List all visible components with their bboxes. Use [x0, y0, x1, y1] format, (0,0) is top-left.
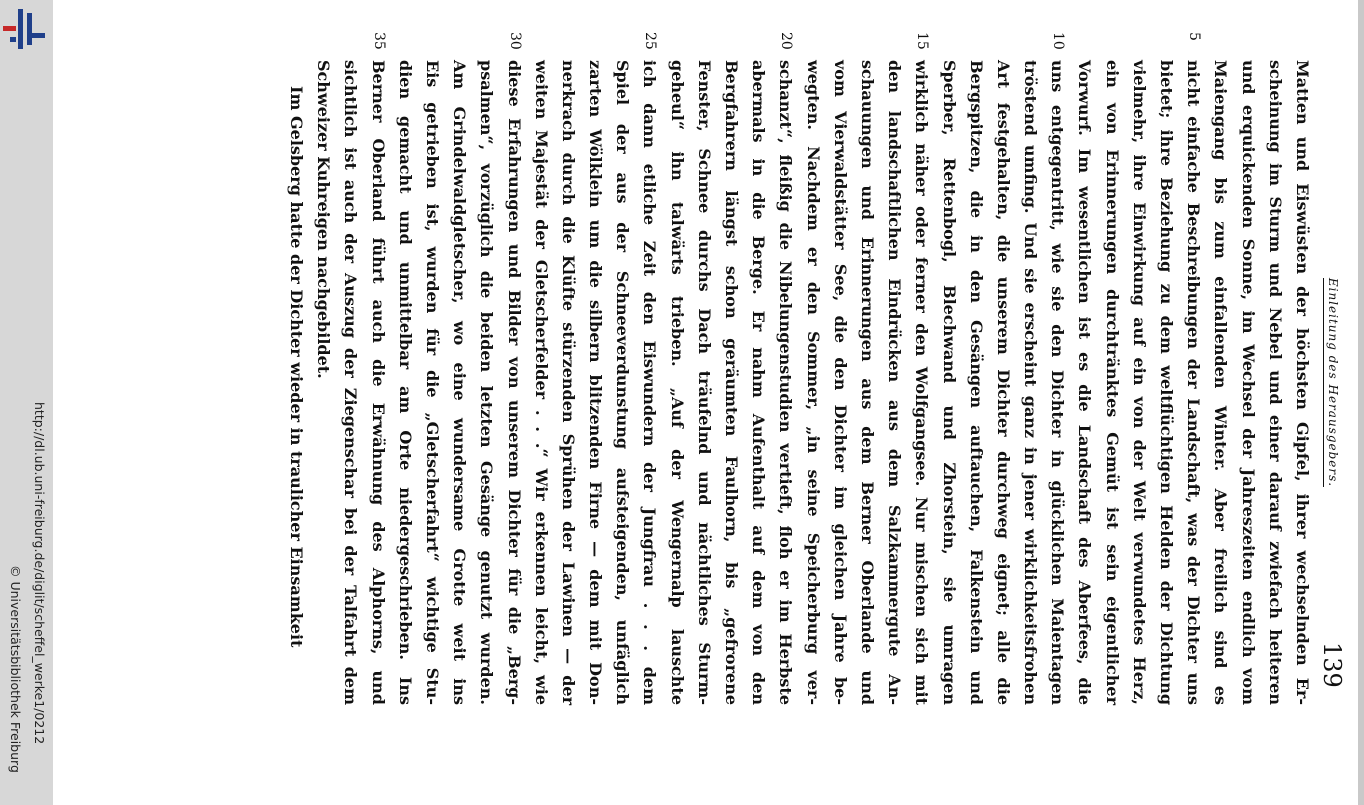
line-text: zarten Wölklein um die silbern blitzenden Firne — dem mit Don- — [586, 60, 606, 705]
scroll-edge[interactable] — [1358, 0, 1364, 805]
scanned-page — [53, 0, 1358, 805]
line-text: abermals in die Berge. Er nahm Aufenthalt auf dem von den — [749, 60, 769, 705]
rotated-page-content — [266, 32, 1356, 705]
page-number: 139 — [1318, 642, 1346, 688]
text-line — [1017, 60, 1044, 705]
text-line — [854, 60, 881, 705]
text-line — [963, 60, 990, 705]
text-line — [528, 60, 555, 705]
text-line — [1153, 60, 1180, 705]
line-text: Am Grindelwaldgletscher, wo eine wundersame Grotte weit ins — [450, 60, 470, 705]
text-line — [772, 32, 799, 705]
line-text: dien gemacht und unmittelbar am Orte niedergeschrieben. Ins — [395, 60, 415, 705]
line-text: wirklich näher oder ferner den Wolfgangsee. Nur mischen sich mit — [912, 60, 932, 705]
text-line — [1207, 60, 1234, 705]
viewer-sidebar — [0, 0, 53, 805]
text-line — [718, 60, 745, 705]
text-line — [609, 60, 636, 705]
line-text: geheul“ ihn talwärts trieben. „Auf der Wengernalp lauschte — [667, 60, 687, 705]
text-line — [392, 60, 419, 705]
line-text: vom Vierwaldstätter See, die den Dichter im gleichen Jahre be- — [830, 60, 850, 705]
line-text: ich dann etliche Zeit den Eiswundern der Jungfrau . . . dem — [640, 60, 660, 705]
line-text: Bergfahrern längst schon geräumten Faulhorn, bis „gefrorene — [722, 60, 742, 705]
running-head-text: Einleitung des Herausgebers. — [1323, 278, 1340, 487]
line-text: Spiel der aus der Schneeverdunstung aufsteigenden, unfäglich — [613, 60, 633, 705]
line-text: Eis getrieben ist, wurden für die „Gletscherfahrt“ wichtige Stu- — [423, 60, 442, 705]
text-line — [283, 60, 310, 705]
line-text: schauungen und Erinnerungen aus dem Berner Oberlande und — [858, 60, 877, 705]
line-text: weiten Majestät der Gletscherfelder . . .“ Wir erkennen leicht, wie — [531, 60, 551, 705]
line-text: ein von Erinnerungen durchtränktes Gemüt ist sein eigentlicher — [1102, 60, 1122, 705]
line-number: 20 — [778, 32, 795, 50]
text-line — [1126, 60, 1153, 705]
line-text: Vorwurf. Im wesentlichen ist es die Landschaft des Aberfees, die — [1075, 60, 1095, 705]
text-line — [500, 32, 527, 705]
line-number: 25 — [642, 32, 659, 50]
line-text: Maiengang bis zum einfallenden Winter. Aber freilich sind es — [1211, 60, 1231, 705]
line-text: schanzt“, fleißig die Nibelungenstudien vertieft, floh er im Herbste — [776, 60, 796, 705]
text-line — [799, 60, 826, 705]
text-line — [1044, 32, 1071, 705]
text-line — [419, 60, 446, 705]
line-text: Matten und Eiswüsten der höchsten Gipfel, ihrer wechselnden Er- — [1293, 60, 1312, 705]
line-number: 30 — [506, 32, 523, 50]
text-line — [555, 60, 582, 705]
line-text: vielmehr, ihre Einwirkung auf ein von der Welt verwundetes Herz, — [1129, 60, 1149, 705]
line-text: psalmen“, vorzüglich die beiden letzten Gesänge genutzt wurden. — [477, 60, 497, 705]
line-number: 5 — [1186, 32, 1203, 41]
text-line — [691, 60, 718, 705]
line-text: wegten. Nachdem er den Sommer, „in seine Speicherburg ver- — [803, 60, 823, 705]
text-line — [1071, 60, 1098, 705]
text-line — [827, 60, 854, 705]
line-text: scheinung im Sturm und Nebel und einer darauf zwiefach heiteren — [1265, 60, 1285, 705]
text-line — [1099, 60, 1126, 705]
text-line — [582, 60, 609, 705]
copyright-notice: © Universitätsbibliothek Freiburg — [8, 565, 23, 773]
line-text: nerkrach durch die Klüfte stürzenden Sprühen der Lawinen — der — [558, 60, 578, 705]
line-text: Berner Oberland führt auch die Erwähnung des Alphorns, und — [368, 60, 388, 705]
document-url[interactable]: http://dl.ub.uni-freiburg.de/diglit/scheffel_werke1/0212 — [32, 402, 47, 745]
line-text: und erquickenden Sonne, im Wechsel der Jahreszeiten endlich vom — [1238, 60, 1258, 705]
text-line — [1234, 60, 1261, 705]
line-text: Art festgehalten, die unserem Dichter durchweg eignet; alle die — [993, 60, 1013, 705]
line-text: sichtlich ist auch der Auszug der Ziegenschar bei der Talfahrt dem — [341, 60, 361, 705]
text-line — [1289, 60, 1316, 705]
text-line — [745, 60, 772, 705]
text-line — [310, 60, 337, 705]
line-text: nicht einfache Beschreibungen der Landschaft, was der Dichter uns — [1184, 60, 1204, 705]
line-text: Im Gelsberg hatte der Dichter wieder in traulicher Einsamkeit — [287, 86, 307, 648]
text-line — [1180, 32, 1207, 705]
line-number: 15 — [914, 32, 931, 50]
text-line — [935, 60, 962, 705]
line-text: Bergspitzen, die in den Gesängen auftauchen, Falkenstein und — [966, 60, 986, 705]
text-line — [446, 60, 473, 705]
text-line — [908, 32, 935, 705]
text-line — [881, 60, 908, 705]
text-line — [473, 60, 500, 705]
text-line — [364, 32, 391, 705]
text-line — [664, 60, 691, 705]
text-line — [636, 32, 663, 705]
text-line — [1262, 60, 1289, 705]
page-body-text — [283, 32, 1316, 705]
line-text: diese Erfahrungen und Bilder von unserem Dichter für die „Berg- — [504, 60, 524, 705]
line-text: uns entgegentritt, wie sie den Dichter in glücklichen Maientagen — [1048, 60, 1068, 705]
line-text: Sperber, Rettenbogl, Blechwand und Zhorstein, sie umragen — [939, 60, 959, 705]
line-text: den landschaftlichen Eindrücken aus dem Salzkammergute An- — [885, 60, 905, 705]
text-line — [337, 60, 364, 705]
line-text: bietet; ihre Beziehung zu dem weltflüchtigen Helden der Dichtung — [1157, 60, 1177, 705]
running-head — [1326, 60, 1340, 705]
line-text: Schweizer Kuhreigen nachgebildet. — [314, 60, 334, 379]
line-text: tröstend umfing. Und sie erscheint ganz in jener wirklichkeitsfrohen — [1021, 60, 1041, 705]
text-line — [990, 60, 1017, 705]
library-logo-icon[interactable] — [2, 7, 46, 51]
line-text: Fenster, Schnee durchs Dach träufelnd und nächtliches Sturm- — [694, 60, 714, 705]
line-number: 10 — [1050, 32, 1067, 50]
line-number: 35 — [370, 32, 387, 50]
